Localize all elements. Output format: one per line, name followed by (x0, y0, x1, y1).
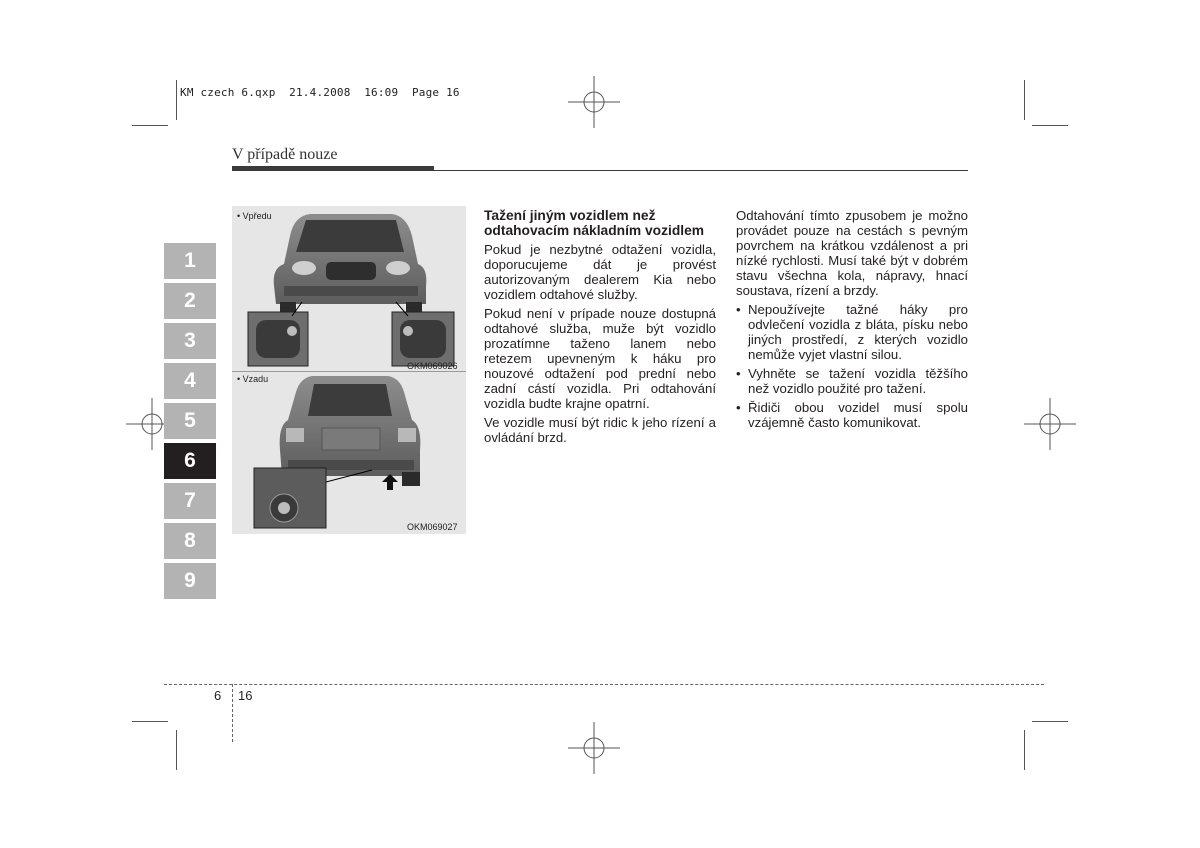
list-item (736, 400, 968, 430)
list-item-text: Nepoužívejte tažné háky pro odvlečení vozidla z bláta, písku nebo jiných prostředí, z kterých vozidlo nemůže vyjet vlastní silou. (748, 302, 968, 362)
section-title: V případě nouze (232, 146, 338, 163)
front-label: • Vpředu (237, 211, 272, 221)
bullet: • (736, 302, 741, 317)
registration-mark-bottom (566, 720, 622, 776)
page-number: 16 (238, 688, 253, 703)
chapter-tab-7[interactable]: 7 (164, 483, 216, 519)
towing-heading: Tažení jiným vozidlem než odtahovacím nákladním vozidlem (484, 208, 705, 238)
chapter-tabs (164, 243, 216, 603)
list-item-text: Řidiči obou vozidel musí spolu vzájemně často komunikovat. (748, 400, 968, 430)
rear-label: • Vzadu (237, 374, 269, 384)
towing-conditions-column (736, 208, 968, 434)
chapter-tab-2[interactable]: 2 (164, 283, 216, 319)
paragraph: Odtahování tímto zpusobem je možno provádet pouze na cestách s pevným povrchem na krátkou vzdálenost a pri nízké rychlosti. Musí také být v dobrém stavu všechna kola, nápravy, hnací soustava, rízení a brzdy. (736, 208, 968, 298)
header-rule-thin (434, 170, 968, 171)
file-header: KM czech 6.qxp 21.4.2008 16:09 Page 16 (180, 86, 460, 99)
registration-mark-right (1022, 396, 1078, 452)
footer-dashed-line (164, 684, 1044, 685)
list-item (736, 302, 968, 362)
paragraph: Ve vozidle musí být ridic k jeho rízení a ovládání brzd. (484, 415, 716, 445)
caution-list (736, 302, 968, 430)
chapter-tab-1[interactable]: 1 (164, 243, 216, 279)
bullet: • (736, 366, 741, 381)
bullet: • (736, 400, 741, 415)
list-item-text: Vyhněte se tažení vozidla těžšího než vozidlo použité pro tažení. (748, 366, 968, 396)
page-chapter-number: 6 (214, 688, 222, 703)
chapter-tab-6[interactable]: 6 (164, 443, 216, 479)
chapter-tab-9[interactable]: 9 (164, 563, 216, 599)
chapter-tab-3[interactable]: 3 (164, 323, 216, 359)
list-item (736, 366, 968, 396)
chapter-tab-4[interactable]: 4 (164, 363, 216, 399)
header-rule-thick (232, 166, 434, 171)
footer-dashed-divider (232, 684, 233, 742)
towing-instructions-column (484, 208, 716, 449)
registration-mark-top (566, 74, 622, 130)
towing-hook-figure (232, 206, 466, 534)
front-car-image (232, 206, 466, 371)
rear-car-image (232, 372, 466, 534)
front-figure-code: OKM069026 (407, 361, 458, 371)
chapter-tab-5[interactable]: 5 (164, 403, 216, 439)
rear-figure-code: OKM069027 (407, 522, 458, 532)
paragraph: Pokud je nezbytné odtažení vozidla, doporucujeme dát je provést autorizovaným dealerem Kia nebo vozidlem odtahové služby. (484, 242, 716, 302)
paragraph: Pokud není v prípade nouze dostupná odtahové služba, muže být vozidlo prozatímne taženo lanem nebo retezem upevneným k háku pro nouzové odtažení pod prední nebo zadní cástí vozidla. Pri odtahování vozidla budte krajne opatrní. (484, 306, 716, 411)
chapter-tab-8[interactable]: 8 (164, 523, 216, 559)
